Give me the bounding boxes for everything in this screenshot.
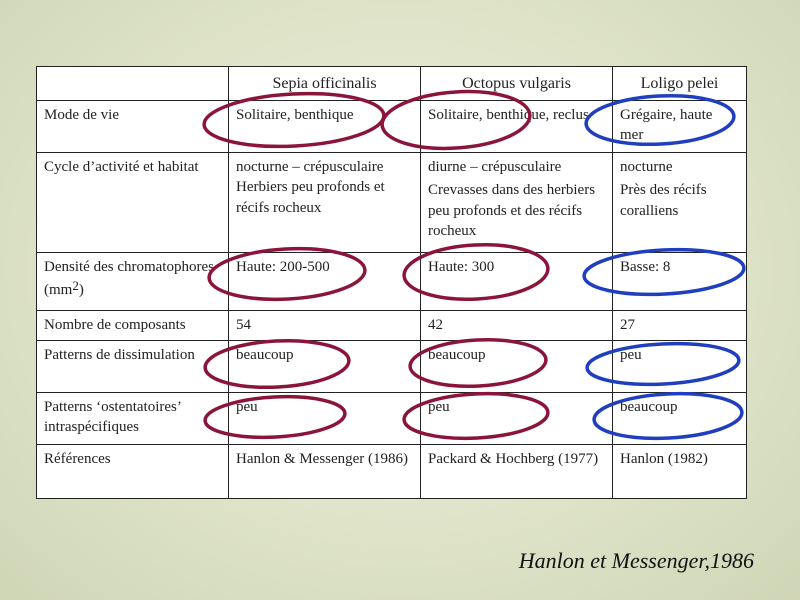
cell-text: Packard & Hochberg (1977) — [428, 451, 599, 467]
cell-text: Près des récifs coralliens — [620, 182, 707, 219]
cell-loligo — [613, 341, 747, 393]
table-row — [37, 311, 747, 341]
cell-sepia — [229, 445, 421, 499]
cell-sepia — [229, 101, 421, 153]
row-label-text: Densité des chromatophores (mm — [44, 259, 214, 299]
cell-text: beaucoup — [428, 347, 486, 363]
cell-text: peu — [620, 347, 642, 363]
cell-sepia — [229, 393, 421, 445]
cell-text: 54 — [236, 317, 251, 333]
cell-text: Grégaire, haute mer — [620, 107, 713, 144]
comparison-table — [36, 66, 747, 499]
table-row — [37, 341, 747, 393]
cell-text: peu — [428, 399, 450, 415]
row-label: Patterns ‘ostentatoires’ intraspécifiques — [37, 393, 229, 445]
header-row — [37, 67, 747, 101]
row-label — [37, 253, 229, 311]
cell-text: beaucoup — [236, 347, 294, 363]
cell-text: Crevasses dans des herbiers peu profonds et des récifs rocheux — [428, 182, 596, 239]
cell-text: Solitaire, benthique — [236, 107, 354, 123]
cell-text: peu — [236, 399, 258, 415]
cell-sepia — [229, 253, 421, 311]
header-sepia: Sepia officinalis — [229, 67, 421, 101]
table-row — [37, 445, 747, 499]
row-label: Références — [37, 445, 229, 499]
cell-octopus — [421, 153, 613, 253]
cell-text: Solitaire, benthique, reclus — [428, 107, 589, 123]
row-label: Nombre de composants — [37, 311, 229, 341]
cell-text: Haute: 300 — [428, 259, 495, 275]
cell-text: Hanlon (1982) — [620, 451, 708, 467]
cell-octopus — [421, 101, 613, 153]
cell-sepia — [229, 341, 421, 393]
cell-text: nocturne — [620, 159, 673, 175]
header-loligo: Loligo pelei — [613, 67, 747, 101]
cell-text: 42 — [428, 317, 443, 333]
cell-text: diurne – crépusculaire — [428, 159, 562, 175]
cell-text: Basse: 8 — [620, 259, 671, 275]
cell-loligo — [613, 311, 747, 341]
cell-octopus — [421, 341, 613, 393]
header-empty — [37, 67, 229, 101]
cell-loligo — [613, 153, 747, 253]
cell-text: beaucoup — [620, 399, 678, 415]
comparison-table-panel — [36, 66, 746, 498]
cell-text: 27 — [620, 317, 635, 333]
cell-loligo — [613, 253, 747, 311]
row-label: Mode de vie — [37, 101, 229, 153]
cell-text: nocturne – crépusculaire Herbiers peu profonds et récifs rocheux — [236, 159, 385, 216]
cell-octopus — [421, 311, 613, 341]
cell-octopus — [421, 393, 613, 445]
cell-octopus — [421, 445, 613, 499]
cell-sepia — [229, 153, 421, 253]
cell-loligo — [613, 393, 747, 445]
row-label: Cycle d’activité et habitat — [37, 153, 229, 253]
row-label: Patterns de dissimulation — [37, 341, 229, 393]
table-row — [37, 253, 747, 311]
table-row — [37, 101, 747, 153]
citation-caption: Hanlon et Messenger,1986 — [518, 548, 754, 573]
cell-loligo — [613, 445, 747, 499]
cell-octopus — [421, 253, 613, 311]
cell-sepia — [229, 311, 421, 341]
table-row — [37, 153, 747, 253]
row-label-text-end: ) — [78, 282, 84, 299]
table-row — [37, 393, 747, 445]
header-octopus: Octopus vulgaris — [421, 67, 613, 101]
cell-text: Haute: 200-500 — [236, 259, 330, 275]
cell-loligo — [613, 101, 747, 153]
cell-text: Hanlon & Messenger (1986) — [236, 451, 409, 467]
row-label-exponent: 2 — [72, 278, 79, 294]
